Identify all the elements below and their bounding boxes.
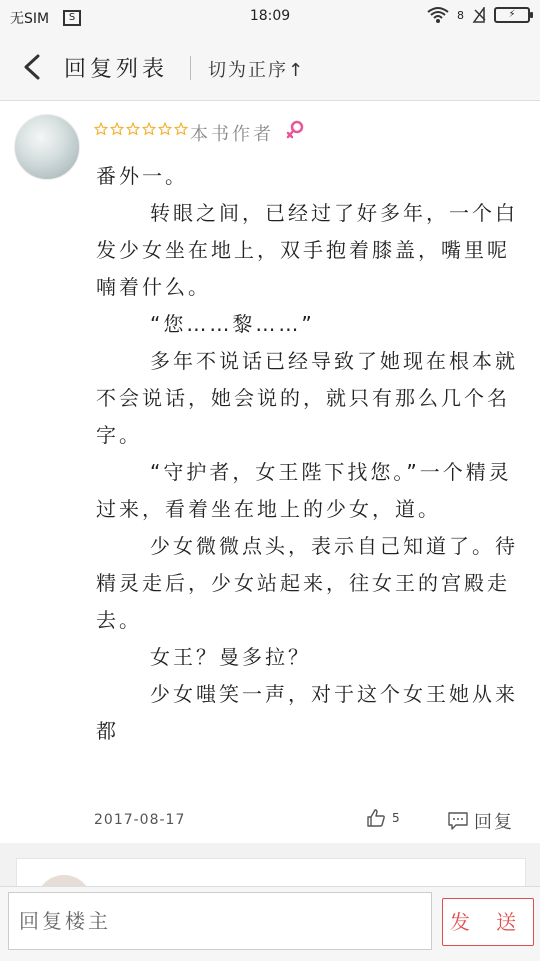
like-count: 5: [392, 811, 400, 825]
paragraph: 少女微微点头，表示自己知道了。待精灵走后，少女站起来，往女王的宫殿走去。: [96, 534, 518, 632]
reply-date: 2017-08-17: [94, 812, 186, 828]
reply-label: 回复: [474, 812, 514, 833]
thumbs-up-icon: [366, 808, 386, 828]
battery-charging-icon: ⚡: [494, 7, 530, 23]
top-bar: [0, 34, 540, 101]
star-icon: [94, 122, 108, 136]
clock: 18:09: [249, 8, 291, 24]
signal-off-icon: [472, 7, 486, 23]
star-icon: [142, 122, 156, 136]
page-title: 回复列表: [64, 57, 169, 82]
paragraph: 女王？曼多拉？: [150, 645, 311, 669]
reply-button[interactable]: [448, 808, 514, 834]
paragraph: “守护者，女王陛下找您。”一个精灵过来，看着坐在地上的少女，道。: [96, 460, 512, 521]
reply-input[interactable]: [8, 892, 432, 950]
author-avatar[interactable]: [14, 114, 80, 180]
header-divider: [190, 56, 191, 80]
star-icon: [126, 122, 140, 136]
paragraph: 转眼之间，已经过了好多年，一个白发少女坐在地上，双手抱着膝盖，嘴里呢喃着什么。: [96, 201, 518, 299]
sim-icon: S: [63, 10, 81, 26]
paragraph: 番外一。: [96, 164, 188, 188]
paragraph: 多年不说话已经导致了她现在根本就不会说话，她会说的，就只有那么几个名字。: [96, 349, 518, 447]
wifi-icon: [427, 6, 449, 24]
rating-stars: [94, 122, 188, 136]
paragraph: 少女嗤笑一声，对于这个女王她从来都: [96, 682, 518, 743]
carrier-label: 无SIM: [10, 11, 50, 27]
back-chevron-left-icon[interactable]: [18, 52, 48, 82]
female-icon: [285, 120, 305, 142]
paragraph: “您……黎……”: [150, 312, 315, 336]
star-icon: [174, 122, 188, 136]
status-bar: [0, 0, 540, 34]
signal-label: 8: [457, 8, 464, 22]
reply-content: [96, 158, 528, 750]
star-icon: [158, 122, 172, 136]
send-button[interactable]: 发 送: [442, 898, 534, 946]
author-badge: 本书作者: [190, 124, 274, 145]
sort-order-toggle[interactable]: 切为正序↑: [208, 60, 306, 81]
comment-icon: [448, 812, 468, 830]
star-icon: [110, 122, 124, 136]
like-button[interactable]: [366, 808, 400, 828]
